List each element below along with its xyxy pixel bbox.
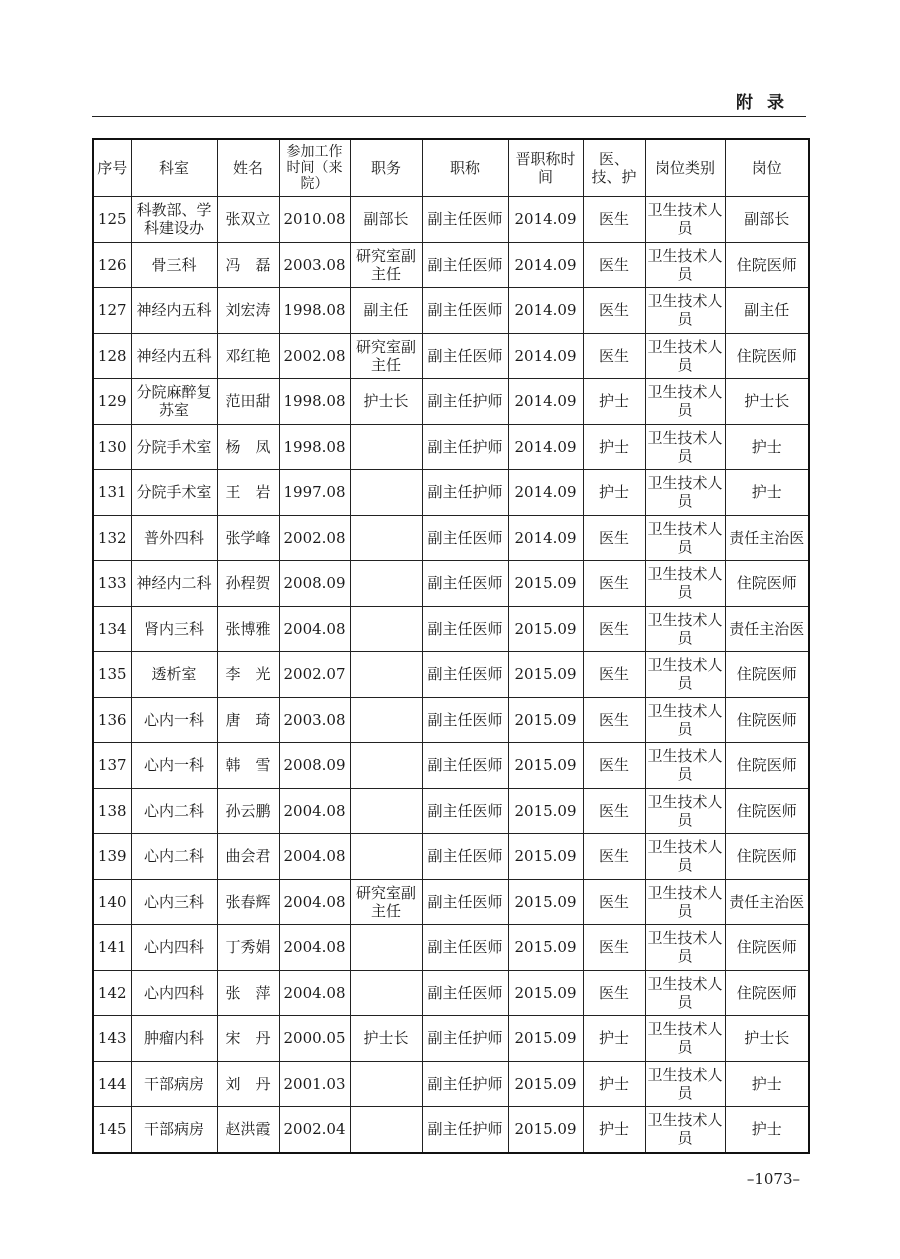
table-cell: 卫生技术人员 [645,697,725,743]
table-cell: 140 [93,879,131,925]
table-cell: 2008.09 [279,561,350,607]
table-cell: 范田甜 [217,379,279,425]
table-header-row [93,139,809,197]
table-cell: 责任主治医 [725,515,809,561]
table-cell: 韩 雪 [217,743,279,789]
table-cell: 研究室副主任 [350,333,422,379]
table-cell: 2004.08 [279,834,350,880]
table-cell: 医生 [583,879,645,925]
table-cell: 2002.07 [279,652,350,698]
table-cell: 住院医师 [725,333,809,379]
table-cell: 副主任医师 [422,925,508,971]
table-cell: 2014.09 [508,470,583,516]
table-cell: 护士 [725,470,809,516]
table-cell: 邓红艳 [217,333,279,379]
table-cell: 2014.09 [508,242,583,288]
table-cell: 住院医师 [725,743,809,789]
table-cell: 141 [93,925,131,971]
table-cell: 心内四科 [131,970,217,1016]
table-cell: 神经内五科 [131,288,217,334]
table-cell: 134 [93,606,131,652]
table-cell: 副主任医师 [422,788,508,834]
table-cell: 卫生技术人员 [645,652,725,698]
table-row [93,834,809,880]
table-cell [350,834,422,880]
table-cell: 2004.08 [279,788,350,834]
table-cell: 副主任医师 [422,333,508,379]
table-cell [350,743,422,789]
table-cell: 1998.08 [279,288,350,334]
table-row [93,379,809,425]
table-cell: 138 [93,788,131,834]
table-cell: 卫生技术人员 [645,561,725,607]
table-cell: 副主任医师 [422,288,508,334]
table-cell: 副主任护师 [422,379,508,425]
table-cell: 护士长 [725,1016,809,1062]
table-cell: 卫生技术人员 [645,424,725,470]
table-cell: 142 [93,970,131,1016]
table-row [93,424,809,470]
table-cell: 医生 [583,333,645,379]
table-cell: 2004.08 [279,606,350,652]
table-cell: 副主任护师 [422,1016,508,1062]
table-cell: 卫生技术人员 [645,1107,725,1153]
table-cell: 2015.09 [508,788,583,834]
table-cell: 2015.09 [508,879,583,925]
table-cell: 心内二科 [131,788,217,834]
table-row [93,652,809,698]
table-row [93,515,809,561]
table-row [93,925,809,971]
table-cell: 医生 [583,788,645,834]
table-cell: 张双立 [217,197,279,243]
table-cell: 2015.09 [508,925,583,971]
table-cell [350,970,422,1016]
table-cell: 副主任医师 [422,561,508,607]
table-cell: 副主任医师 [422,970,508,1016]
table-cell: 卫生技术人员 [645,470,725,516]
table-cell: 2002.08 [279,333,350,379]
table-row [93,788,809,834]
table-row [93,333,809,379]
table-cell [350,697,422,743]
table-cell: 分院手术室 [131,470,217,516]
table-cell: 心内一科 [131,743,217,789]
table-cell: 医生 [583,697,645,743]
table-cell: 普外四科 [131,515,217,561]
table-cell: 2001.03 [279,1061,350,1107]
table-cell: 医生 [583,970,645,1016]
table-cell: 研究室副主任 [350,242,422,288]
table-cell: 144 [93,1061,131,1107]
table-cell [350,925,422,971]
table-cell: 副主任医师 [422,834,508,880]
table-row [93,561,809,607]
table-cell: 2015.09 [508,561,583,607]
table-cell: 128 [93,333,131,379]
table-cell: 2010.08 [279,197,350,243]
table-cell: 骨三科 [131,242,217,288]
table-cell: 刘宏涛 [217,288,279,334]
table-cell [350,424,422,470]
table-cell: 孙云鹏 [217,788,279,834]
table-cell: 2015.09 [508,1107,583,1153]
table-cell [350,788,422,834]
table-cell: 护士 [725,1107,809,1153]
table-cell: 医生 [583,834,645,880]
table-cell: 肿瘤内科 [131,1016,217,1062]
table-cell: 副主任医师 [422,743,508,789]
table-cell: 护士 [583,1107,645,1153]
table-cell: 干部病房 [131,1061,217,1107]
table-cell [350,561,422,607]
table-cell: 卫生技术人员 [645,788,725,834]
table-cell: 神经内五科 [131,333,217,379]
table-cell: 心内一科 [131,697,217,743]
table-cell: 129 [93,379,131,425]
table-cell: 2004.08 [279,879,350,925]
table-cell: 127 [93,288,131,334]
table-cell: 卫生技术人员 [645,242,725,288]
table-cell: 2003.08 [279,697,350,743]
table-cell: 赵洪霞 [217,1107,279,1153]
table-cell: 刘 丹 [217,1061,279,1107]
table-cell: 责任主治医 [725,879,809,925]
header-cell: 职务 [350,139,422,197]
table-cell: 张 萍 [217,970,279,1016]
table-row [93,470,809,516]
header-cell: 姓名 [217,139,279,197]
table-cell: 卫生技术人员 [645,743,725,789]
table-cell: 肾内三科 [131,606,217,652]
header-cell: 岗位 [725,139,809,197]
table-cell: 145 [93,1107,131,1153]
table-cell: 医生 [583,197,645,243]
table-cell: 2014.09 [508,515,583,561]
table-cell: 139 [93,834,131,880]
table-cell: 住院医师 [725,788,809,834]
table-cell: 2004.08 [279,970,350,1016]
table-cell: 136 [93,697,131,743]
table-cell: 2014.09 [508,379,583,425]
page-number: –1073– [746,1170,800,1188]
table-cell: 卫生技术人员 [645,970,725,1016]
table-cell: 心内二科 [131,834,217,880]
table-cell: 副主任医师 [422,652,508,698]
table-cell: 分院麻醉复苏室 [131,379,217,425]
table-cell: 干部病房 [131,1107,217,1153]
table-cell [350,606,422,652]
table-cell: 副主任护师 [422,1107,508,1153]
table-cell: 副主任护师 [422,424,508,470]
table-cell: 2014.09 [508,424,583,470]
table-cell: 护士 [725,1061,809,1107]
table-cell: 2002.08 [279,515,350,561]
table-row [93,879,809,925]
table-cell: 医生 [583,743,645,789]
running-head [92,88,806,117]
table-cell: 冯 磊 [217,242,279,288]
table-row [93,743,809,789]
table-cell: 医生 [583,652,645,698]
table-cell: 神经内二科 [131,561,217,607]
table-cell: 2015.09 [508,970,583,1016]
table-row [93,1107,809,1153]
table-row [93,197,809,243]
header-cell: 医、技、护 [583,139,645,197]
table-cell [350,1061,422,1107]
table-cell: 副主任医师 [422,606,508,652]
header-cell: 科室 [131,139,217,197]
table-cell: 2014.09 [508,333,583,379]
table-cell: 副主任医师 [422,197,508,243]
table-cell: 130 [93,424,131,470]
table-cell: 126 [93,242,131,288]
table-row [93,970,809,1016]
table-cell: 医生 [583,925,645,971]
header-cell: 岗位类别 [645,139,725,197]
table-cell: 卫生技术人员 [645,333,725,379]
table-cell: 王 岩 [217,470,279,516]
table-cell: 2003.08 [279,242,350,288]
table-cell: 研究室副主任 [350,879,422,925]
table-cell: 1997.08 [279,470,350,516]
table-cell: 131 [93,470,131,516]
table-cell: 副部长 [350,197,422,243]
table-cell: 住院医师 [725,970,809,1016]
table-cell: 心内四科 [131,925,217,971]
table-cell: 护士长 [350,1016,422,1062]
running-head-title: 附录 [736,93,798,113]
table-cell: 卫生技术人员 [645,879,725,925]
table-cell: 副主任医师 [422,697,508,743]
table-cell: 科教部、学科建设办 [131,197,217,243]
table-cell [350,1107,422,1153]
table-cell: 护士 [583,379,645,425]
table-cell: 副主任护师 [422,1061,508,1107]
table-cell: 张博雅 [217,606,279,652]
table-cell: 2015.09 [508,1016,583,1062]
table-cell: 卫生技术人员 [645,606,725,652]
table-cell: 副主任医师 [422,515,508,561]
table-cell: 卫生技术人员 [645,515,725,561]
table-cell: 2008.09 [279,743,350,789]
table-cell [350,470,422,516]
table-cell: 医生 [583,242,645,288]
table-cell: 卫生技术人员 [645,834,725,880]
table-row [93,697,809,743]
table-cell: 医生 [583,288,645,334]
table-cell: 住院医师 [725,697,809,743]
table-cell: 卫生技术人员 [645,925,725,971]
table-cell [350,515,422,561]
table-row [93,1016,809,1062]
table-cell: 2015.09 [508,1061,583,1107]
table-cell: 杨 凤 [217,424,279,470]
table-row [93,242,809,288]
table-cell: 125 [93,197,131,243]
table-cell: 2014.09 [508,197,583,243]
table-cell: 副主任医师 [422,879,508,925]
table-cell: 副主任护师 [422,470,508,516]
table-cell: 护士长 [725,379,809,425]
table-cell: 护士 [583,1016,645,1062]
table-cell: 副部长 [725,197,809,243]
table-cell: 住院医师 [725,652,809,698]
table-cell: 丁秀娟 [217,925,279,971]
table-cell: 唐 琦 [217,697,279,743]
table-cell: 2015.09 [508,606,583,652]
header-cell: 晋职称时间 [508,139,583,197]
table-cell: 2000.05 [279,1016,350,1062]
table-cell: 责任主治医 [725,606,809,652]
table-cell: 133 [93,561,131,607]
table-cell: 张春辉 [217,879,279,925]
table-row [93,606,809,652]
table-cell: 心内三科 [131,879,217,925]
table-cell: 132 [93,515,131,561]
table-cell: 2015.09 [508,697,583,743]
table-cell: 护士 [725,424,809,470]
header-cell: 参加工作时间（来院） [279,139,350,197]
table-cell: 护士 [583,424,645,470]
table-cell: 2015.09 [508,834,583,880]
table-cell: 副主任医师 [422,242,508,288]
table-cell: 2015.09 [508,743,583,789]
table-cell: 护士长 [350,379,422,425]
header-cell: 序号 [93,139,131,197]
table-cell: 137 [93,743,131,789]
table-cell: 卫生技术人员 [645,197,725,243]
table-cell: 住院医师 [725,925,809,971]
table-cell: 分院手术室 [131,424,217,470]
table-cell: 住院医师 [725,242,809,288]
table-cell: 1998.08 [279,379,350,425]
table-cell: 135 [93,652,131,698]
table-cell: 卫生技术人员 [645,379,725,425]
table-cell: 2015.09 [508,652,583,698]
table-cell: 护士 [583,1061,645,1107]
table-cell: 孙程贺 [217,561,279,607]
table-cell: 医生 [583,606,645,652]
table-cell: 张学峰 [217,515,279,561]
table-cell: 卫生技术人员 [645,1016,725,1062]
table-cell: 透析室 [131,652,217,698]
table-cell: 李 光 [217,652,279,698]
table-cell: 2002.04 [279,1107,350,1153]
header-cell: 职称 [422,139,508,197]
table-cell: 护士 [583,470,645,516]
staff-roster-table [92,138,810,1154]
table-cell: 住院医师 [725,561,809,607]
table-cell: 143 [93,1016,131,1062]
table-cell [350,652,422,698]
table-cell: 曲会君 [217,834,279,880]
table-cell: 2014.09 [508,288,583,334]
table-row [93,1061,809,1107]
table-cell: 医生 [583,561,645,607]
table-cell: 副主任 [350,288,422,334]
table-cell: 卫生技术人员 [645,1061,725,1107]
table-cell: 住院医师 [725,834,809,880]
table-cell: 1998.08 [279,424,350,470]
table-cell: 2004.08 [279,925,350,971]
table-cell: 医生 [583,515,645,561]
table-cell: 宋 丹 [217,1016,279,1062]
table-cell: 副主任 [725,288,809,334]
table-cell: 卫生技术人员 [645,288,725,334]
table-row [93,288,809,334]
